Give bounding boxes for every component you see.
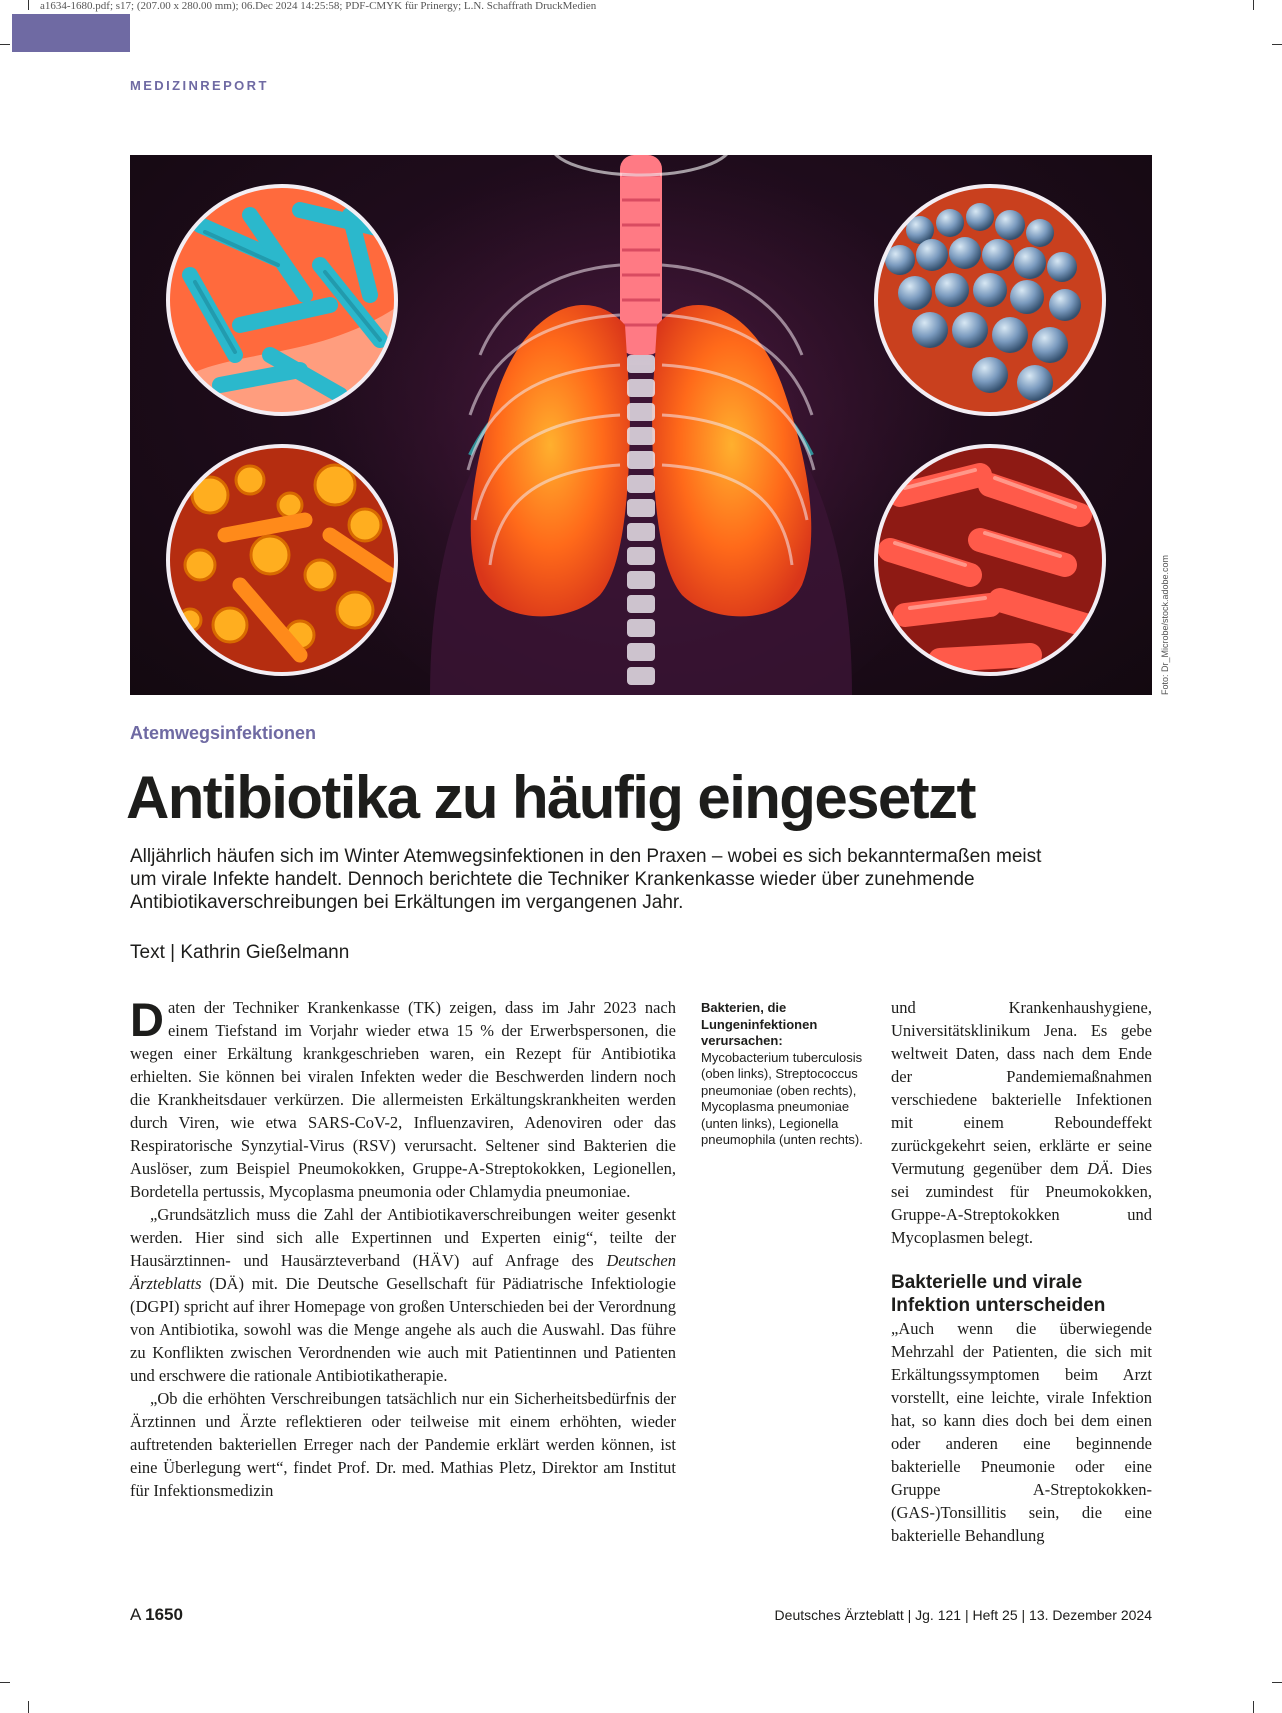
print-slug: a1634-1680.pdf; s17; (207.00 x 280.00 mm); 06.Dec 2024 14:25:58; PDF-CMYK für Prinergy; L.N. Schaffrath DruckMedien — [40, 0, 597, 12]
article-subheading: Bakterielle und virale Infektion unterscheiden — [891, 1272, 1106, 1316]
page-prefix: A — [130, 1605, 141, 1624]
crop-mark — [1253, 0, 1254, 10]
crop-mark — [0, 44, 10, 45]
page-number — [130, 1605, 183, 1625]
body-paragraph: „Ob die erhöhten Verschreibungen tatsächlich nur ein Sicherheitsbedürfnis der Ärztinnen und Ärzte reflektieren oder teilweise mit einem erhöhten, wieder auftretenden bakteriellen Erreger nach der Pandemie erklärt werden können, ist eine Überlegung wert“, findet Prof. Dr. med. Mathias Pletz, Direktor am Institut für Infektionsmedizin — [130, 1389, 676, 1500]
body-paragraph — [130, 993, 676, 1203]
crop-mark — [28, 1701, 29, 1713]
article-headline: Antibiotika zu häufig eingesetzt — [126, 764, 975, 831]
image-caption — [701, 1000, 871, 1149]
caption-title: Bakterien, die Lungeninfektionen verursachen: — [701, 1000, 818, 1048]
section-color-tab — [12, 14, 130, 52]
publication-name: Deutschen Ärzteblatts — [130, 1251, 676, 1293]
crop-mark — [28, 0, 29, 10]
body-paragraph — [130, 1203, 676, 1387]
article-lead: Alljährlich häufen sich im Winter Atemwegsinfektionen in den Praxen – wobei es sich bekanntermaßen meist um virale Infekte handelt. Dennoch berichtete die Techniker Krankenkasse wieder über zunehmende Antibiotikaverschreibungen bei Erkältungen im vergangenen Jahr. — [130, 846, 1042, 913]
crop-mark — [1253, 1701, 1254, 1713]
crop-mark — [1272, 44, 1282, 45]
page-number-value: 1650 — [145, 1605, 183, 1624]
section-label: MEDIZINREPORT — [130, 78, 269, 93]
publication-abbrev: DÄ — [1087, 1159, 1110, 1178]
body-paragraph-text: aten der Techniker Krankenkasse (TK) zeigen, dass im Jahr 2023 nach einem Tiefstand im Vorjahr wieder etwa 15 % der Erwerbspersonen, die wegen einer Erkältung krankgeschrieben waren, ein Rezept für Antibiotika erhielten. Sie können bei viralen Infekten weder die Beschwerden lindern noch die Krankheitsdauer verkürzen. Die allermeisten Erkältungskrankheiten werden durch Viren, wie etwa SARS-CoV-2, Influenzaviren, Adenoviren oder das Respiratorische Synzytial-Virus (RSV) verursacht. Seltener sind Bakterien die Auslöser, zum Beispiel Pneumokokken, Gruppe-A-Streptokokken, Legionellen, Bordetella pertussis, Mycoplasma pneumonia oder Chlamydia pneumoniae. — [130, 998, 676, 1201]
journal-info: Deutsches Ärzteblatt | Jg. 121 | Heft 25 | 13. Dezember 2024 — [774, 1607, 1152, 1623]
drop-cap: D — [130, 993, 164, 1046]
body-paragraph-text: und Krankenhaushygiene, Universitätsklinikum Jena. Es gebe weltweit Daten, dass nach dem Ende der Pandemiemaßnahmen verschiedene bakterielle Infektionen mit einem Reboundeffekt zurückgekehrt seien, erklärte er seine Vermutung gegenüber dem — [891, 998, 1152, 1178]
caption-text: Mycobacterium tuberculosis (oben links), Streptococcus pneumoniae (oben rechts), Mycoplasma pneumoniae (unten links), Legionella pneumophila (unten rechts). — [701, 1049, 863, 1147]
hero-illustration — [130, 155, 1152, 695]
body-paragraph-text: (DÄ) mit. Die Deutsche Gesellschaft für Pädiatrische Infektiologie (DGPI) spricht auf ihrer Homepage von großen Unterschieden bei der Verordnung von Antibiotika, sowohl was die Menge angehe als auch die Auswahl. Das führe zu Konflikten zwischen Verordnenden wie auch mit Patientinnen und Patienten und erschwere die rationale Antibiotikatherapie. — [130, 1274, 676, 1385]
article-body-main-column — [130, 993, 676, 1502]
article-body-right-column — [891, 996, 1152, 1547]
body-paragraph — [891, 996, 1152, 1249]
body-paragraph: „Auch wenn die überwiegende Mehrzahl der Patienten, die sich mit Erkältungssymptomen beim Arzt vorstellt, eine leichte, virale Infektion hat, so kann dies doch bei dem einen oder anderen eine beginnende bakterielle Pneumonie oder eine Gruppe A-Streptokokken-(GAS-)Tonsillitis sein, die eine bakterielle Behandlung — [891, 1319, 1152, 1545]
crop-mark — [0, 1682, 10, 1683]
body-paragraph-text: „Grundsätzlich muss die Zahl der Antibiotikaverschreibungen weiter gesenkt werden. Hier sind sich alle Expertinnen und Experten einig“, teilte der Hausärztinnen- und Hausärzteverband (HÄV) auf Anfrage des — [130, 1205, 676, 1270]
body-paragraph-text: . Dies sei zumindest für Pneumokokken, Gruppe-A-Streptokokken und Mycoplasmen belegt. — [891, 1159, 1152, 1247]
photo-credit: Foto: Dr_Microbe/stock.adobe.com — [1160, 554, 1170, 695]
article-byline: Text | Kathrin Gießelmann — [130, 942, 350, 963]
article-kicker: Atemwegsinfektionen — [130, 723, 317, 743]
lungs-bacteria-illustration — [130, 155, 1152, 695]
crop-mark — [1272, 1682, 1282, 1683]
